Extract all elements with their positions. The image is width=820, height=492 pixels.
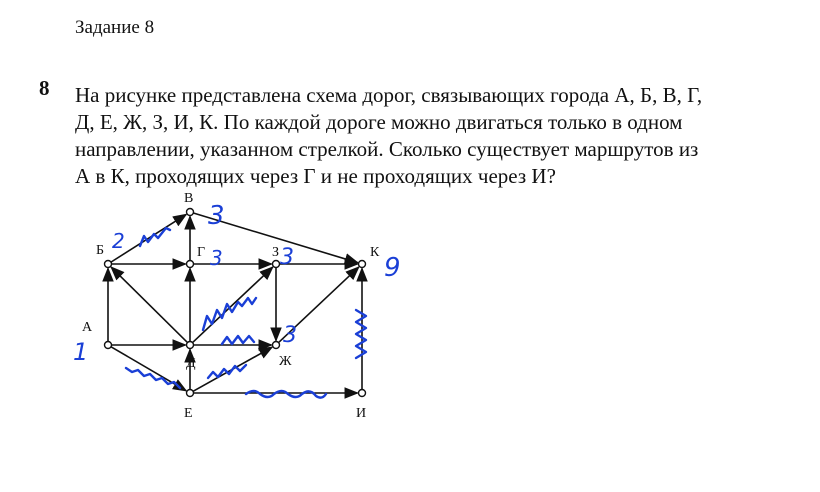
- handwritten-number-a: 1: [73, 338, 89, 366]
- handwritten-number-z: 3: [280, 245, 294, 270]
- node-label-v: В: [184, 191, 194, 206]
- scribble-e-zh: [208, 365, 246, 378]
- node-d: [187, 342, 194, 349]
- node-label-b: Б: [96, 243, 105, 258]
- node-label-a: А: [82, 320, 93, 335]
- node-label-zh: Ж: [279, 354, 292, 369]
- edge-d-b: [111, 267, 187, 342]
- node-label-d: Д: [186, 356, 196, 371]
- node-a: [105, 342, 112, 349]
- task-text-line: На рисунке представлена схема дорог, связывающих города А, Б, В, Г,: [75, 83, 703, 107]
- scribble-b-v: [140, 228, 170, 246]
- node-v: [187, 209, 194, 216]
- task-number: 8: [39, 76, 50, 100]
- handwritten-number-k: 9: [384, 253, 401, 283]
- scribble-e-i: [246, 391, 326, 398]
- handwritten-number-zh: 3: [283, 323, 297, 348]
- task-text-line: Д, Е, Ж, З, И, К. По каждой дороге можно двигаться только в одном: [75, 110, 683, 134]
- task-text-line: направлении, указанном стрелкой. Сколько существует маршрутов из: [75, 137, 699, 161]
- task-text-line: А в К, проходящих через Г и не проходящих через И?: [75, 164, 556, 188]
- node-z: [273, 261, 280, 268]
- node-e: [187, 390, 194, 397]
- node-label-g: Г: [197, 245, 206, 260]
- node-label-i: И: [356, 406, 367, 421]
- node-label-k: К: [370, 245, 380, 260]
- handwritten-scribbles: [126, 228, 366, 398]
- scribble-i-k: [356, 310, 366, 358]
- handwritten-number-b: 2: [112, 229, 125, 253]
- node-label-z: З: [272, 245, 280, 260]
- node-i: [359, 390, 366, 397]
- scribble-d-zh: [222, 336, 254, 344]
- node-b: [105, 261, 112, 268]
- node-g: [187, 261, 194, 268]
- handwritten-number-v: 3: [208, 201, 225, 231]
- node-k: [359, 261, 366, 268]
- handwritten-number-g: 3: [210, 246, 223, 270]
- edge-d-z: [193, 267, 273, 343]
- task-header: Задание 8: [75, 17, 155, 38]
- node-zh: [273, 342, 280, 349]
- node-label-e: Е: [184, 406, 193, 421]
